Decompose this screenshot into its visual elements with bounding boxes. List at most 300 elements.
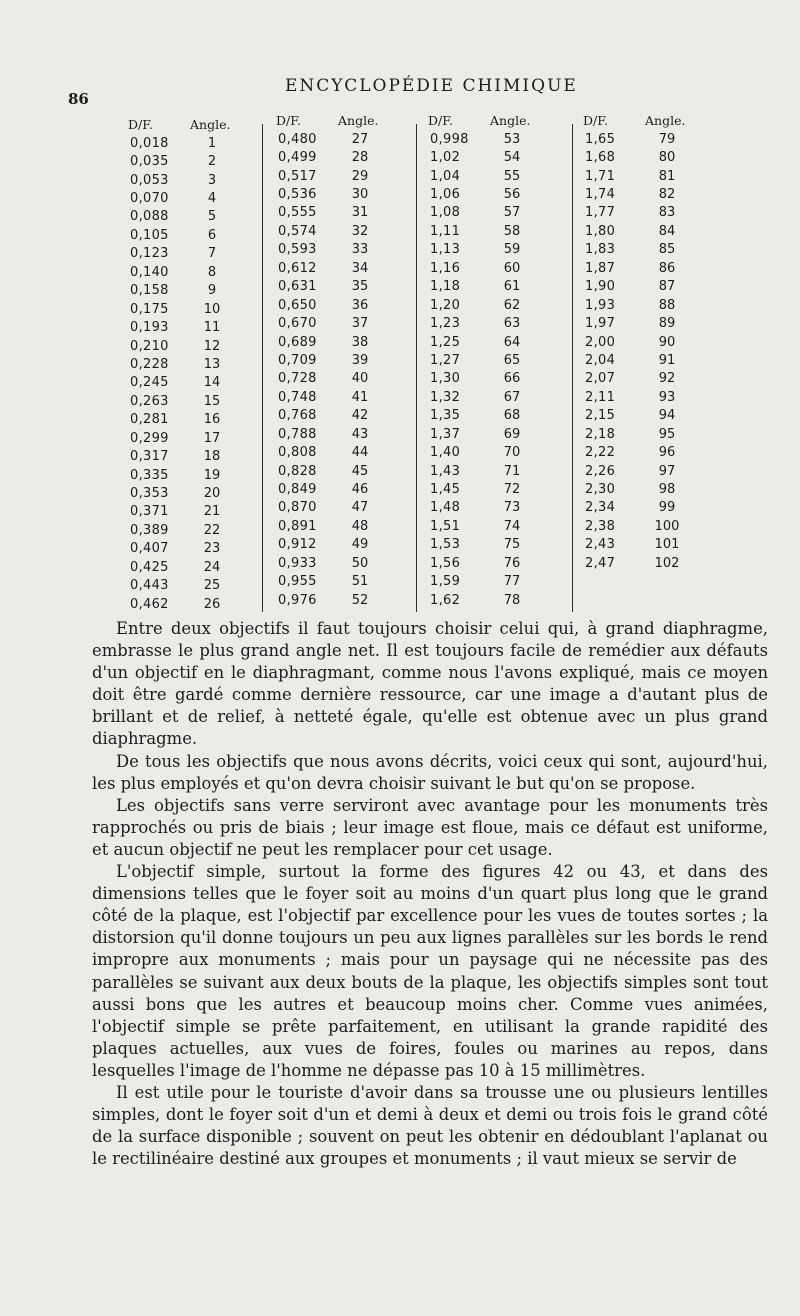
table-row — [420, 130, 570, 148]
running-head: ENCYCLOPÉDIE CHIMIQUE — [285, 76, 578, 96]
paragraph: De tous les objectifs que nous avons décrits, voici ceux qui sont, aujourd'hui, les plus employés et qu'on devra choisir suivant le but qu'on se propose. — [92, 751, 768, 793]
table-row — [120, 429, 270, 447]
ratio-angle-table — [120, 112, 730, 622]
ratio-cell: 0,499 — [278, 150, 317, 166]
ratio-cell: 0,689 — [278, 334, 317, 350]
angle-cell: 100 — [654, 518, 680, 534]
ratio-cell: 1,87 — [585, 260, 616, 276]
ratio-cell: 0,245 — [130, 375, 169, 391]
angle-cell: 63 — [503, 316, 521, 332]
ratio-cell: 1,08 — [430, 205, 461, 221]
ratio-cell: 1,43 — [430, 463, 461, 479]
table-row — [575, 130, 725, 148]
ratio-cell: 0,891 — [278, 518, 317, 534]
ratio-cell: 0,335 — [130, 467, 169, 483]
angle-cell: 92 — [658, 371, 676, 387]
angle-cell: 34 — [351, 260, 369, 276]
ratio-cell: 0,281 — [130, 412, 169, 428]
table-row — [268, 333, 418, 351]
angle-cell: 42 — [351, 408, 369, 424]
table-row — [120, 152, 270, 170]
ratio-cell: 2,22 — [585, 445, 616, 461]
table-row — [120, 134, 270, 152]
table-row — [120, 558, 270, 576]
ratio-cell: 0,353 — [130, 486, 169, 502]
table-row — [268, 204, 418, 222]
ratio-cell: 0,517 — [278, 168, 317, 184]
angle-cell: 47 — [351, 500, 369, 516]
table-row — [420, 480, 570, 498]
table-row — [268, 185, 418, 203]
angle-cell: 49 — [351, 537, 369, 553]
angle-cell: 90 — [658, 334, 676, 350]
table-row — [420, 443, 570, 461]
table-row — [420, 185, 570, 203]
ratio-cell: 1,77 — [585, 205, 616, 221]
table-row — [268, 167, 418, 185]
table-row — [120, 447, 270, 465]
header-ratio: D/F. — [583, 113, 608, 128]
ratio-cell: 1,80 — [585, 223, 616, 239]
ratio-cell: 1,56 — [430, 555, 461, 571]
ratio-cell: 0,317 — [130, 449, 169, 465]
angle-cell: 30 — [351, 187, 369, 203]
column-rule — [572, 124, 573, 612]
angle-cell: 13 — [203, 356, 221, 372]
table-column — [575, 112, 725, 573]
ratio-cell: 1,06 — [430, 187, 461, 203]
angle-cell: 97 — [658, 463, 676, 479]
table-row — [268, 296, 418, 314]
ratio-cell: 0,035 — [130, 154, 169, 170]
column-header — [268, 108, 418, 128]
ratio-cell: 0,480 — [278, 131, 317, 147]
table-column — [268, 112, 418, 609]
angle-cell: 75 — [503, 537, 521, 553]
table-row — [268, 130, 418, 148]
angle-cell: 99 — [658, 500, 676, 516]
ratio-cell: 0,612 — [278, 260, 317, 276]
ratio-cell: 1,48 — [430, 500, 461, 516]
table-row — [268, 388, 418, 406]
ratio-cell: 2,38 — [585, 518, 616, 534]
table-row — [268, 222, 418, 240]
table-row — [120, 337, 270, 355]
table-row — [420, 388, 570, 406]
angle-cell: 101 — [654, 537, 680, 553]
angle-cell: 19 — [203, 467, 221, 483]
angle-cell: 23 — [203, 541, 221, 557]
table-row — [120, 484, 270, 502]
table-row — [575, 480, 725, 498]
table-row — [575, 148, 725, 166]
paragraph: Il est utile pour le touriste d'avoir dans sa trousse une ou plusieurs lentilles simples, dont le foyer soit d'un et demi à deux et demi ou trois fois le grand côté de la surface disponible ; souvent on peut les obtenir en dédoublant l'aplanat ou le rectilinéaire destiné aux groupes et monuments ; il vaut mieux se servir de — [92, 1082, 768, 1169]
angle-cell: 72 — [503, 482, 521, 498]
angle-cell: 78 — [503, 592, 521, 608]
table-row — [120, 300, 270, 318]
header-ratio: D/F. — [128, 117, 153, 132]
table-row — [268, 536, 418, 554]
angle-cell: 94 — [658, 408, 676, 424]
ratio-cell: 0,574 — [278, 223, 317, 239]
table-row — [120, 282, 270, 300]
table-row — [120, 263, 270, 281]
table-row — [575, 167, 725, 185]
angle-cell: 17 — [203, 430, 221, 446]
angle-cell: 6 — [207, 227, 217, 243]
ratio-cell: 1,97 — [585, 316, 616, 332]
angle-cell: 37 — [351, 316, 369, 332]
angle-cell: 55 — [503, 168, 521, 184]
table-row — [268, 573, 418, 591]
angle-cell: 2 — [207, 154, 217, 170]
ratio-cell: 0,140 — [130, 264, 169, 280]
ratio-cell: 0,088 — [130, 209, 169, 225]
angle-cell: 58 — [503, 223, 521, 239]
ratio-cell: 1,93 — [585, 297, 616, 313]
ratio-cell: 0,631 — [278, 279, 317, 295]
angle-cell: 41 — [351, 389, 369, 405]
table-row — [420, 591, 570, 609]
angle-cell: 29 — [351, 168, 369, 184]
ratio-cell: 1,35 — [430, 408, 461, 424]
angle-cell: 67 — [503, 389, 521, 405]
table-row — [575, 296, 725, 314]
ratio-cell: 0,175 — [130, 301, 169, 317]
ratio-cell: 1,16 — [430, 260, 461, 276]
angle-cell: 95 — [658, 426, 676, 442]
table-row — [420, 314, 570, 332]
table-row — [420, 222, 570, 240]
angle-cell: 45 — [351, 463, 369, 479]
ratio-cell: 0,228 — [130, 356, 169, 372]
table-row — [120, 466, 270, 484]
table-row — [420, 148, 570, 166]
table-row — [268, 443, 418, 461]
ratio-cell: 0,828 — [278, 463, 317, 479]
angle-cell: 84 — [658, 223, 676, 239]
ratio-cell: 1,11 — [430, 223, 461, 239]
table-row — [420, 351, 570, 369]
ratio-cell: 2,30 — [585, 482, 616, 498]
angle-cell: 93 — [658, 389, 676, 405]
ratio-cell: 0,768 — [278, 408, 317, 424]
table-row — [120, 355, 270, 373]
angle-cell: 11 — [203, 320, 221, 336]
ratio-cell: 1,65 — [585, 131, 616, 147]
paragraph: Entre deux objectifs il faut toujours choisir celui qui, à grand diaphragme, embrasse le plus grand angle net. Il est toujours facile de remédier aux défauts d'un objectif en le diaphragmant, comme nous l'avons expliqué, mais ce moyen doit être gardé comme dernière ressource, car une image a d'autant plus de brillant et de relief, à netteté égale, qu'elle est obtenue avec un plus grand diaphragme. — [92, 619, 768, 749]
ratio-cell: 0,123 — [130, 246, 169, 262]
angle-cell: 56 — [503, 187, 521, 203]
ratio-cell: 0,210 — [130, 338, 169, 354]
angle-cell: 15 — [203, 393, 221, 409]
ratio-cell: 0,998 — [430, 131, 469, 147]
angle-cell: 64 — [503, 334, 521, 350]
table-row — [120, 318, 270, 336]
table-row — [575, 278, 725, 296]
table-row — [420, 241, 570, 259]
ratio-cell: 2,47 — [585, 555, 616, 571]
table-row — [575, 425, 725, 443]
angle-cell: 26 — [203, 596, 221, 612]
angle-cell: 44 — [351, 445, 369, 461]
table-row — [575, 536, 725, 554]
table-row — [420, 370, 570, 388]
angle-cell: 22 — [203, 522, 221, 538]
ratio-cell: 2,15 — [585, 408, 616, 424]
ratio-cell: 0,018 — [130, 135, 169, 151]
ratio-cell: 0,299 — [130, 430, 169, 446]
angle-cell: 20 — [203, 486, 221, 502]
angle-cell: 70 — [503, 445, 521, 461]
angle-cell: 60 — [503, 260, 521, 276]
angle-cell: 57 — [503, 205, 521, 221]
ratio-cell: 0,462 — [130, 596, 169, 612]
angle-cell: 71 — [503, 463, 521, 479]
ratio-cell: 0,748 — [278, 389, 317, 405]
angle-cell: 14 — [203, 375, 221, 391]
ratio-cell: 0,593 — [278, 242, 317, 258]
ratio-cell: 1,02 — [430, 150, 461, 166]
angle-cell: 53 — [503, 131, 521, 147]
angle-cell: 43 — [351, 426, 369, 442]
angle-cell: 38 — [351, 334, 369, 350]
table-row — [120, 171, 270, 189]
angle-cell: 68 — [503, 408, 521, 424]
table-row — [420, 204, 570, 222]
angle-cell: 8 — [207, 264, 217, 280]
angle-cell: 9 — [207, 283, 217, 299]
angle-cell: 98 — [658, 482, 676, 498]
table-row — [120, 208, 270, 226]
page-number: 86 — [68, 90, 89, 108]
ratio-cell: 1,74 — [585, 187, 616, 203]
ratio-cell: 0,263 — [130, 393, 169, 409]
ratio-cell: 1,37 — [430, 426, 461, 442]
table-row — [420, 554, 570, 572]
angle-cell: 16 — [203, 412, 221, 428]
ratio-cell: 1,71 — [585, 168, 616, 184]
ratio-cell: 0,105 — [130, 227, 169, 243]
ratio-cell: 0,912 — [278, 537, 317, 553]
angle-cell: 91 — [658, 352, 676, 368]
table-row — [575, 370, 725, 388]
ratio-cell: 0,425 — [130, 559, 169, 575]
ratio-cell: 1,40 — [430, 445, 461, 461]
ratio-cell: 2,07 — [585, 371, 616, 387]
ratio-cell: 0,193 — [130, 320, 169, 336]
ratio-cell: 0,788 — [278, 426, 317, 442]
angle-cell: 31 — [351, 205, 369, 221]
angle-cell: 21 — [203, 504, 221, 520]
table-row — [268, 591, 418, 609]
table-row — [575, 462, 725, 480]
ratio-cell: 0,650 — [278, 297, 317, 313]
angle-cell: 3 — [207, 172, 217, 188]
table-row — [420, 296, 570, 314]
angle-cell: 18 — [203, 449, 221, 465]
table-row — [420, 499, 570, 517]
angle-cell: 24 — [203, 559, 221, 575]
ratio-cell: 2,18 — [585, 426, 616, 442]
angle-cell: 36 — [351, 297, 369, 313]
table-row — [420, 462, 570, 480]
table-row — [575, 333, 725, 351]
table-row — [420, 167, 570, 185]
angle-cell: 1 — [207, 135, 217, 151]
ratio-cell: 0,555 — [278, 205, 317, 221]
table-row — [575, 314, 725, 332]
angle-cell: 80 — [658, 150, 676, 166]
ratio-cell: 1,32 — [430, 389, 461, 405]
table-row — [575, 222, 725, 240]
table-row — [120, 392, 270, 410]
table-row — [268, 351, 418, 369]
angle-cell: 51 — [351, 574, 369, 590]
ratio-cell: 1,27 — [430, 352, 461, 368]
angle-cell: 62 — [503, 297, 521, 313]
angle-cell: 12 — [203, 338, 221, 354]
angle-cell: 50 — [351, 555, 369, 571]
angle-cell: 10 — [203, 301, 221, 317]
table-row — [420, 536, 570, 554]
ratio-cell: 2,00 — [585, 334, 616, 350]
angle-cell: 7 — [207, 246, 217, 262]
table-row — [575, 554, 725, 572]
ratio-cell: 1,51 — [430, 518, 461, 534]
ratio-cell: 1,20 — [430, 297, 461, 313]
ratio-cell: 0,407 — [130, 541, 169, 557]
table-row — [575, 517, 725, 535]
table-row — [120, 189, 270, 207]
ratio-cell: 1,90 — [585, 279, 616, 295]
angle-cell: 40 — [351, 371, 369, 387]
ratio-cell: 1,83 — [585, 242, 616, 258]
angle-cell: 76 — [503, 555, 521, 571]
header-ratio: D/F. — [428, 113, 453, 128]
angle-cell: 32 — [351, 223, 369, 239]
table-row — [268, 480, 418, 498]
ratio-cell: 0,070 — [130, 191, 169, 207]
column-header — [120, 112, 270, 132]
angle-cell: 35 — [351, 279, 369, 295]
ratio-cell: 0,870 — [278, 500, 317, 516]
ratio-cell: 0,955 — [278, 574, 317, 590]
table-row — [420, 259, 570, 277]
angle-cell: 4 — [207, 191, 217, 207]
angle-cell: 39 — [351, 352, 369, 368]
ratio-cell: 1,45 — [430, 482, 461, 498]
table-row — [575, 241, 725, 259]
angle-cell: 83 — [658, 205, 676, 221]
table-row — [420, 333, 570, 351]
ratio-cell: 1,04 — [430, 168, 461, 184]
angle-cell: 61 — [503, 279, 521, 295]
table-row — [120, 374, 270, 392]
ratio-cell: 0,536 — [278, 187, 317, 203]
paragraph: Les objectifs sans verre serviront avec avantage pour les monuments très rapprochés ou pris de biais ; leur image est floue, mais ce défaut est uniforme, et aucun objectif ne peut les remplacer pour cet usage. — [92, 795, 768, 859]
header-ratio: D/F. — [276, 113, 301, 128]
table-row — [575, 204, 725, 222]
ratio-cell: 0,053 — [130, 172, 169, 188]
angle-cell: 86 — [658, 260, 676, 276]
angle-cell: 48 — [351, 518, 369, 534]
angle-cell: 28 — [351, 150, 369, 166]
table-row — [268, 554, 418, 572]
table-row — [575, 351, 725, 369]
angle-cell: 74 — [503, 518, 521, 534]
ratio-cell: 1,30 — [430, 371, 461, 387]
ratio-cell: 1,68 — [585, 150, 616, 166]
angle-cell: 96 — [658, 445, 676, 461]
angle-cell: 69 — [503, 426, 521, 442]
table-row — [120, 411, 270, 429]
angle-cell: 52 — [351, 592, 369, 608]
ratio-cell: 2,26 — [585, 463, 616, 479]
angle-cell: 33 — [351, 242, 369, 258]
table-row — [120, 245, 270, 263]
ratio-cell: 2,43 — [585, 537, 616, 553]
ratio-cell: 0,849 — [278, 482, 317, 498]
table-row — [120, 540, 270, 558]
table-row — [268, 259, 418, 277]
ratio-cell: 2,34 — [585, 500, 616, 516]
angle-cell: 79 — [658, 131, 676, 147]
angle-cell: 5 — [207, 209, 217, 225]
ratio-cell: 1,53 — [430, 537, 461, 553]
ratio-cell: 2,11 — [585, 389, 616, 405]
ratio-cell: 1,59 — [430, 574, 461, 590]
table-row — [575, 388, 725, 406]
body-text — [92, 618, 768, 1170]
angle-cell: 85 — [658, 242, 676, 258]
ratio-cell: 1,13 — [430, 242, 461, 258]
angle-cell: 65 — [503, 352, 521, 368]
table-row — [268, 370, 418, 388]
ratio-cell: 0,709 — [278, 352, 317, 368]
table-row — [268, 517, 418, 535]
paragraph: L'objectif simple, surtout la forme des figures 42 ou 43, et dans des dimensions telles que le foyer soit au moins d'un quart plus long que le grand côté de la plaque, est l'objectif par excellence pour les vues de toutes sortes ; la distorsion qu'il donne toujours un peu aux lignes parallèles sur les bords le rend impropre aux monuments ; mais pour un paysage qui ne nécessite pas des parallèles se suivant aux deux bouts de la plaque, les objectifs simples sont tout aussi bons que les autres et beaucoup moins cher. Comme vues animées, l'objectif simple se prête parfaitement, en utilisant la grande rapidité des plaques actuelles, aux vues de foires, foules ou marines au repos, dans lesquelles l'image de l'homme ne dépasse pas 10 à 15 millimètres. — [92, 862, 768, 1080]
angle-cell: 81 — [658, 168, 676, 184]
angle-cell: 59 — [503, 242, 521, 258]
table-row — [120, 595, 270, 613]
angle-cell: 54 — [503, 150, 521, 166]
ratio-cell: 1,18 — [430, 279, 461, 295]
angle-cell: 27 — [351, 131, 369, 147]
ratio-cell: 0,443 — [130, 578, 169, 594]
ratio-cell: 0,728 — [278, 371, 317, 387]
table-row — [575, 185, 725, 203]
table-row — [420, 425, 570, 443]
angle-cell: 89 — [658, 316, 676, 332]
angle-cell: 87 — [658, 279, 676, 295]
ratio-cell: 0,670 — [278, 316, 317, 332]
table-row — [575, 499, 725, 517]
table-row — [420, 278, 570, 296]
angle-cell: 88 — [658, 297, 676, 313]
column-header — [420, 108, 570, 128]
table-row — [120, 577, 270, 595]
table-column — [420, 112, 570, 609]
table-row — [420, 517, 570, 535]
table-row — [420, 573, 570, 591]
header-angle: Angle. — [190, 117, 231, 132]
table-row — [575, 259, 725, 277]
table-row — [120, 226, 270, 244]
ratio-cell: 2,04 — [585, 352, 616, 368]
header-angle: Angle. — [490, 113, 531, 128]
ratio-cell: 1,23 — [430, 316, 461, 332]
